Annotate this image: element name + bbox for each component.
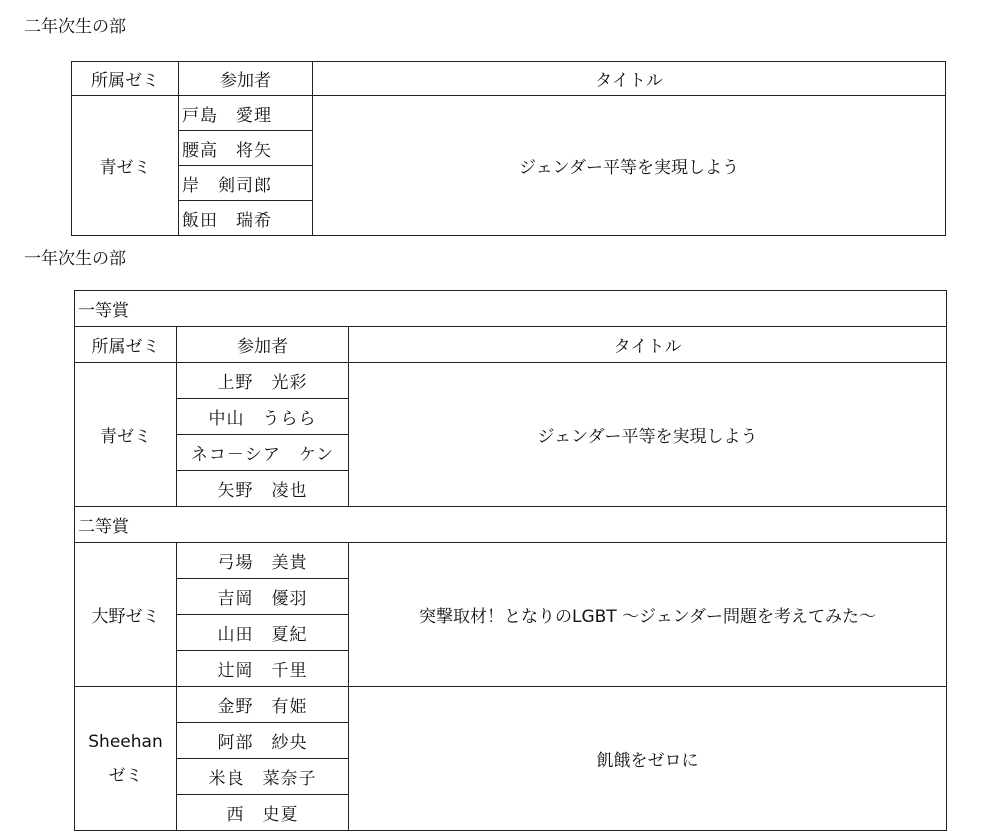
header-participants: 参加者 <box>177 327 349 363</box>
table-header-row <box>75 327 947 363</box>
header-zemi: 所属ゼミ <box>75 327 177 363</box>
member-cell: 中山 うらら <box>177 399 349 435</box>
member-cell: 山田 夏紀 <box>177 615 349 651</box>
title-cell: ジェンダー平等を実現しよう <box>313 96 946 236</box>
header-zemi: 所属ゼミ <box>72 62 179 96</box>
table-row <box>75 687 947 723</box>
member-cell: 阿部 紗央 <box>177 723 349 759</box>
member-cell: 腰高 将矢 <box>179 131 313 166</box>
title-cell: 飢餓をゼロに <box>349 687 947 831</box>
section-heading-first-year: 一年次生の部 <box>24 249 126 269</box>
member-cell: 矢野 凌也 <box>177 471 349 507</box>
member-cell: 上野 光彩 <box>177 363 349 399</box>
zemi-line: ゼミ <box>108 765 143 786</box>
zemi-cell: 大野ゼミ <box>75 543 177 687</box>
zemi-line: Sheehan <box>88 731 163 752</box>
prize-row-second <box>75 507 947 543</box>
prize-label: 二等賞 <box>75 507 947 543</box>
member-cell: 飯田 瑞希 <box>179 201 313 236</box>
second-year-table <box>71 61 946 236</box>
member-cell: 米良 菜奈子 <box>177 759 349 795</box>
prize-row-first <box>75 291 947 327</box>
table-row <box>75 363 947 399</box>
member-cell: 吉岡 優羽 <box>177 579 349 615</box>
first-year-table <box>74 290 947 831</box>
member-cell: 辻岡 千里 <box>177 651 349 687</box>
member-cell: 弓場 美貴 <box>177 543 349 579</box>
title-cell: 突撃取材！となりのLGBT ～ジェンダー問題を考えてみた～ <box>349 543 947 687</box>
zemi-cell: 青ゼミ <box>75 363 177 507</box>
member-cell: 戸島 愛理 <box>179 96 313 131</box>
table-row <box>72 96 946 131</box>
header-title: タイトル <box>313 62 946 96</box>
prize-label: 一等賞 <box>75 291 947 327</box>
table-header-row <box>72 62 946 96</box>
title-cell: ジェンダー平等を実現しよう <box>349 363 947 507</box>
header-title: タイトル <box>349 327 947 363</box>
zemi-cell: 青ゼミ <box>72 96 179 236</box>
header-participants: 参加者 <box>179 62 313 96</box>
member-cell: 岸 剣司郎 <box>179 166 313 201</box>
member-cell: 西 史夏 <box>177 795 349 831</box>
section-heading-second-year: 二年次生の部 <box>24 17 126 37</box>
table-row <box>75 543 947 579</box>
member-cell: 金野 有姫 <box>177 687 349 723</box>
member-cell: ネコ－シア ケン <box>177 435 349 471</box>
zemi-cell <box>75 687 177 831</box>
